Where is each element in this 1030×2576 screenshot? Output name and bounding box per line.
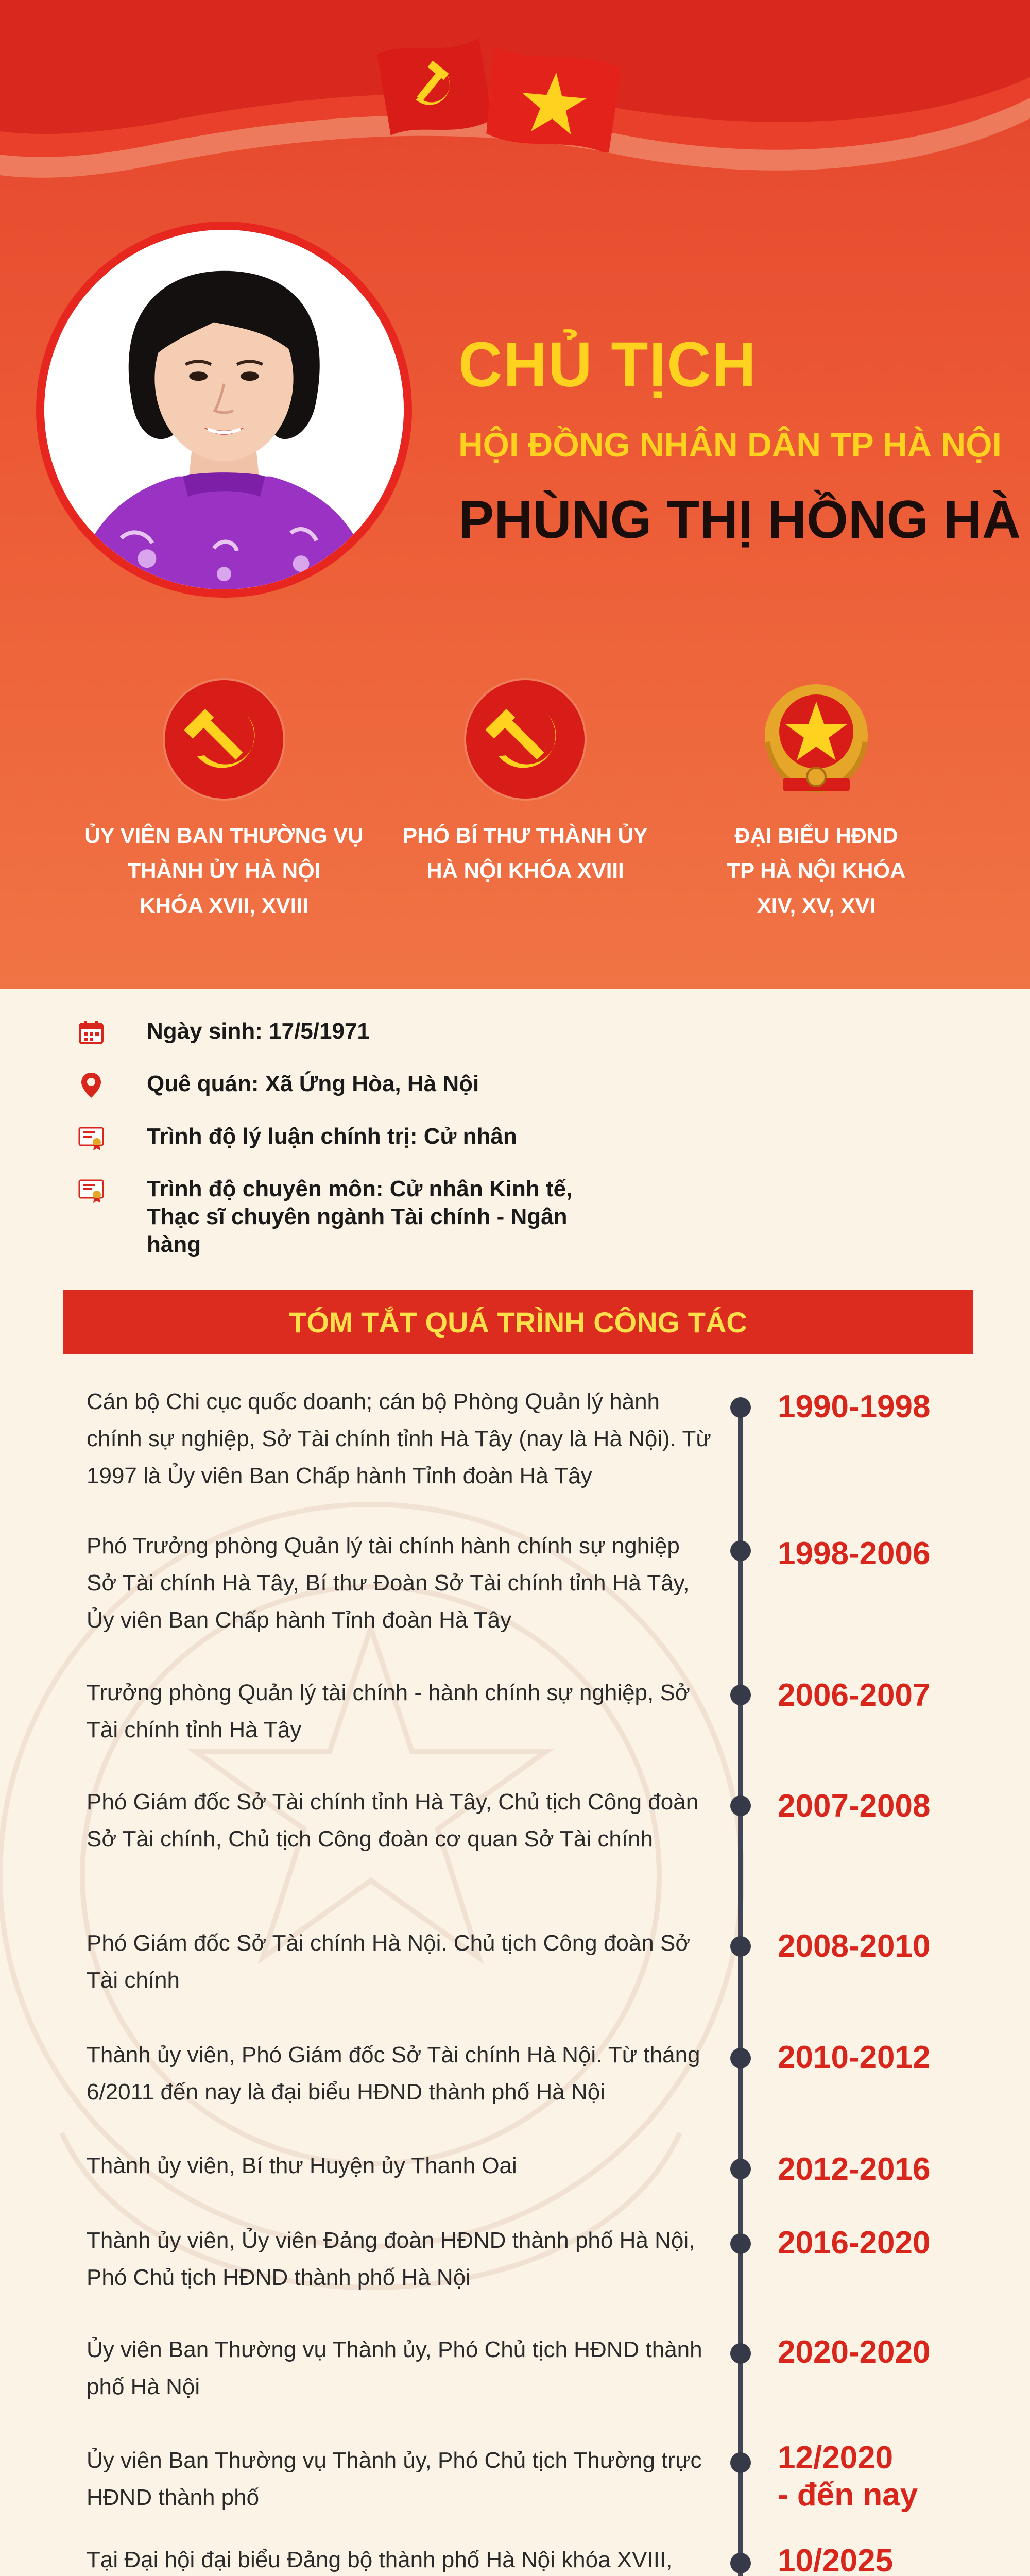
national-emblem-icon: [757, 680, 876, 799]
timeline-text: Thành ủy viên, Bí thư Huyện ủy Thanh Oai: [87, 2153, 517, 2178]
timeline-year: 2007-2008: [778, 1788, 931, 1824]
timeline-year: 1990-1998: [778, 1389, 931, 1425]
hammer-sickle-icon: [165, 680, 283, 799]
timeline-year: 2012-2016: [778, 2151, 931, 2187]
timeline-year: 1998-2006: [778, 1536, 931, 1571]
timeline-year: 2006-2007: [778, 1677, 931, 1713]
certificate-icon: [77, 1176, 105, 1204]
position-text-2: PHÓ BÍ THƯ THÀNH ỦY HÀ NỘI KHÓA XVIII: [403, 823, 648, 883]
flags-icon: [360, 28, 670, 152]
national-flag-icon: [486, 46, 623, 152]
info-hometown: Quê quán: Xã Ứng Hòa, Hà Nội: [77, 1070, 1004, 1098]
timeline-text: Thành ủy viên, Ủy viên Đảng đoàn HĐND thành phố Hà Nội, Phó Chủ tịch HĐND thành phố Hà Nội: [87, 2228, 695, 2290]
info-birth: Ngày sinh: 17/5/1971: [77, 1018, 1004, 1045]
timeline-year: 10/2025: [778, 2543, 894, 2576]
timeline-text: Phó Trưởng phòng Quản lý tài chính hành chính sự nghiệp Sở Tài chính Hà Tây, Bí thư Đoàn Sở Tài chính tỉnh Hà Tây, Ủy viên Ban Chấp hành Tỉnh đoàn Hà Tây: [87, 1533, 690, 1633]
timeline-dot: [730, 1397, 751, 1418]
party-flag-icon: [376, 38, 493, 137]
personal-info: [77, 1018, 1004, 1283]
timeline-year: 2010-2012: [778, 2040, 931, 2075]
timeline-dot: [730, 2048, 751, 2069]
hammer-sickle-icon: [466, 680, 585, 799]
timeline-text: Ủy viên Ban Thường vụ Thành ủy, Phó Chủ tịch HĐND thành phố Hà Nội: [87, 2337, 702, 2399]
portrait-photo: [36, 222, 412, 598]
timeline-text: Cán bộ Chi cục quốc doanh; cán bộ Phòng Quản lý hành chính sự nghiệp, Sở Tài chính tỉnh Hà Tây (nay là Hà Nội). Từ 1997 là Ủy viên Ban Chấp hành Tỉnh đoàn Hà Tây: [87, 1389, 711, 1488]
timeline-dot: [730, 2553, 751, 2573]
title-council: HỘI ĐỒNG NHÂN DÂN TP HÀ NỘI: [458, 426, 1002, 464]
info-professional: Trình độ chuyên môn: Cử nhân Kinh tế, Thạc sĩ chuyên ngành Tài chính - Ngân hàng: [77, 1175, 1004, 1259]
position-text-3: ĐẠI BIỂU HĐND TP HÀ NỘI KHÓA XIV, XV, XVI: [727, 823, 906, 918]
timeline-dot: [730, 1540, 751, 1561]
info-political: Trình độ lý luận chính trị: Cử nhân: [77, 1123, 1004, 1150]
timeline-text: Tại Đại hội đại biểu Đảng bộ thành phố Hà Nội khóa XVIII,: [87, 2547, 673, 2572]
timeline-dot: [730, 2452, 751, 2473]
calendar-icon: [77, 1019, 105, 1046]
location-pin-icon: [77, 1071, 105, 1099]
timeline-year: 12/2020 - đến nay: [778, 2440, 918, 2513]
timeline-text: Trưởng phòng Quản lý tài chính - hành chính sự nghiệp, Sở Tài chính tỉnh Hà Tây: [87, 1680, 690, 1742]
timeline-year: 2008-2010: [778, 1928, 931, 1964]
timeline-line: [738, 1399, 743, 2576]
timeline-text: Thành ủy viên, Phó Giám đốc Sở Tài chính Hà Nội. Từ tháng 6/2011 đến nay là đại biểu HĐND thành phố Hà Nội: [87, 2042, 700, 2105]
timeline-dot: [730, 1685, 751, 1705]
timeline-dot: [730, 2159, 751, 2179]
timeline-text: Ủy viên Ban Thường vụ Thành ủy, Phó Chủ tịch Thường trực HĐND thành phố: [87, 2448, 702, 2510]
timeline-dot: [730, 2343, 751, 2364]
title-chairman: CHỦ TỊCH: [458, 329, 757, 401]
section-title: TÓM TẮT QUÁ TRÌNH CÔNG TÁC: [63, 1290, 973, 1354]
timeline-year: 2020-2020: [778, 2334, 931, 2370]
timeline-year: 2016-2020: [778, 2225, 931, 2261]
timeline-dot: [730, 1936, 751, 1957]
timeline-text: Phó Giám đốc Sở Tài chính Hà Nội. Chủ tịch Công đoàn Sở Tài chính: [87, 1930, 691, 1993]
header-banner: [0, 0, 1030, 989]
position-text-1: ỦY VIÊN BAN THƯỜNG VỤ THÀNH ỦY HÀ NỘI KHÓA XVII, XVIII: [84, 823, 364, 918]
timeline-text: Phó Giám đốc Sở Tài chính tỉnh Hà Tây, Chủ tịch Công đoàn Sở Tài chính, Chủ tịch Công đoàn cơ quan Sở Tài chính: [87, 1789, 699, 1852]
person-name: PHÙNG THỊ HỒNG HÀ: [458, 490, 1021, 550]
timeline-dot: [730, 1795, 751, 1816]
certificate-icon: [77, 1124, 105, 1151]
timeline-dot: [730, 2233, 751, 2254]
